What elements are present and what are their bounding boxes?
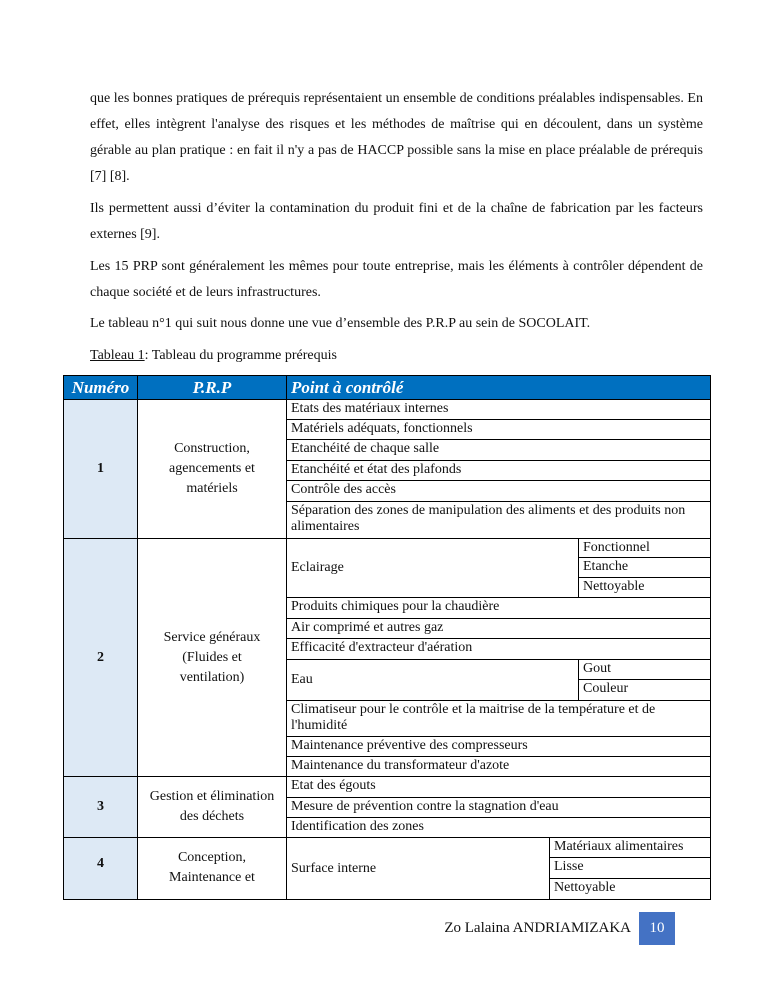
- sub-point: Etanche: [578, 557, 711, 578]
- control-point: Climatiseur pour le contrôle et la maitrise de la température et de l'humidité: [286, 700, 711, 737]
- footer-author: Zo Lalaina ANDRIAMIZAKA: [444, 920, 631, 936]
- paragraph: Le tableau n°1 qui suit nous donne une vue d’ensemble des P.R.P au sein de SOCOLAIT.: [90, 316, 591, 331]
- control-point: Matériels adéquats, fonctionnels: [286, 419, 711, 440]
- control-point: Etat des égouts: [286, 776, 711, 798]
- header-numero: Numéro: [63, 375, 138, 400]
- row-number: 2: [63, 538, 138, 777]
- sub-point: Gout: [578, 659, 711, 680]
- sub-point: Nettoyable: [549, 878, 711, 900]
- control-point: Identification des zones: [286, 817, 711, 838]
- row-number: 4: [63, 837, 138, 900]
- control-point: Mesure de prévention contre la stagnation d'eau: [286, 797, 711, 818]
- row-number: 3: [63, 776, 138, 838]
- sub-point: Couleur: [578, 679, 711, 701]
- caption-label: Tableau 1: [90, 348, 145, 363]
- control-point: Air comprimé et autres gaz: [286, 618, 711, 639]
- caption-text: : Tableau du programme prérequis: [144, 348, 337, 363]
- table-caption: [90, 343, 703, 369]
- prp-name: Gestion et élimination des déchets: [137, 776, 287, 838]
- sub-point: Nettoyable: [578, 577, 711, 598]
- control-point: Eau: [286, 659, 579, 701]
- control-point: Efficacité d'extracteur d'aération: [286, 638, 711, 660]
- sub-point: Lisse: [549, 857, 711, 879]
- paragraph: Ils permettent aussi d’éviter la contamination du produit fini et de la chaîne de fabrication par les facteurs externes [9].: [90, 201, 703, 242]
- paragraph: Les 15 PRP sont généralement les mêmes pour toute entreprise, mais les éléments à contrôler dépendent de chaque société et de leurs infrastructures.: [90, 259, 703, 300]
- control-point: Eclairage: [286, 538, 579, 598]
- header-point: Point à contrôlé: [286, 375, 711, 400]
- control-point: Maintenance du transformateur d'azote: [286, 756, 711, 777]
- prp-name: Conception, Maintenance et: [137, 837, 287, 900]
- control-point: Contrôle des accès: [286, 480, 711, 502]
- sub-point: Matériaux alimentaires: [549, 837, 711, 858]
- control-point: Etats des matériaux internes: [286, 399, 711, 420]
- control-point: Surface interne: [286, 837, 550, 900]
- row-number: 1: [63, 399, 138, 539]
- control-point: Produits chimiques pour la chaudière: [286, 597, 711, 619]
- control-point: Séparation des zones de manipulation des aliments et des produits non alimentaires: [286, 501, 711, 539]
- prp-name: Construction, agencements et matériels: [137, 399, 287, 539]
- paragraph: que les bonnes pratiques de prérequis représentaient un ensemble de conditions préalables indispensables. En effet, elles intègrent l'analyse des risques et les méthodes de maîtrise qui en découlent, dans un système gérable au plan pratique : en fait il n'y a pas de HACCP possible sans la mise en place préalable de prérequis [7] [8].: [90, 91, 703, 184]
- control-point: Etanchéité et état des plafonds: [286, 460, 711, 481]
- sub-point: Fonctionnel: [578, 538, 711, 558]
- page-number: 10: [639, 912, 675, 945]
- control-point: Etanchéité de chaque salle: [286, 439, 711, 461]
- control-point: Maintenance préventive des compresseurs: [286, 736, 711, 757]
- prp-name: Service généraux (Fluides et ventilation): [137, 538, 287, 777]
- header-prp: P.R.P: [137, 375, 287, 400]
